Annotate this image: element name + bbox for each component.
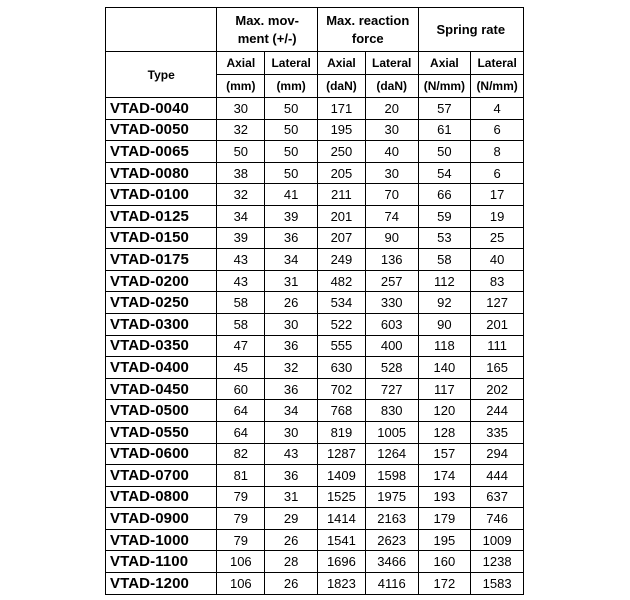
reaction-lateral-cell: 40: [365, 141, 418, 163]
unit-movement-axial: (mm): [217, 75, 265, 98]
reaction-axial-cell: 1409: [317, 465, 365, 487]
spring-axial-cell: 172: [418, 573, 471, 595]
movement-axial-cell: 30: [217, 98, 265, 120]
reaction-axial-cell: 555: [317, 335, 365, 357]
spring-lateral-cell: 202: [471, 378, 524, 400]
reaction-axial-cell: 482: [317, 270, 365, 292]
table-row: [106, 465, 524, 487]
spring-axial-cell: 50: [418, 141, 471, 163]
table-row: [106, 227, 524, 249]
movement-lateral-cell: 50: [265, 119, 318, 141]
unit-reaction-axial: (daN): [317, 75, 365, 98]
reaction-axial-cell: 1541: [317, 529, 365, 551]
table-body: [106, 98, 524, 595]
movement-axial-cell: 58: [217, 292, 265, 314]
spring-axial-cell: 118: [418, 335, 471, 357]
type-cell: VTAD-0900: [106, 508, 217, 530]
movement-lateral-cell: 30: [265, 421, 318, 443]
reaction-lateral-cell: 528: [365, 357, 418, 379]
spring-axial-cell: 128: [418, 421, 471, 443]
spring-lateral-cell: 6: [471, 119, 524, 141]
spring-lateral-cell: 25: [471, 227, 524, 249]
spring-axial-cell: 57: [418, 98, 471, 120]
movement-axial-cell: 43: [217, 270, 265, 292]
movement-axial-cell: 39: [217, 227, 265, 249]
reaction-lateral-cell: 1975: [365, 486, 418, 508]
type-cell: VTAD-0125: [106, 205, 217, 227]
spec-table: [105, 7, 524, 595]
type-cell: VTAD-0700: [106, 465, 217, 487]
subheader-reaction-lateral: Lateral: [365, 52, 418, 75]
reaction-axial-cell: 630: [317, 357, 365, 379]
table-row: [106, 313, 524, 335]
movement-lateral-cell: 34: [265, 249, 318, 271]
reaction-lateral-cell: 30: [365, 119, 418, 141]
movement-lateral-cell: 36: [265, 335, 318, 357]
movement-axial-cell: 58: [217, 313, 265, 335]
table-row: [106, 486, 524, 508]
spring-lateral-cell: 111: [471, 335, 524, 357]
reaction-axial-cell: 195: [317, 119, 365, 141]
spring-lateral-cell: 4: [471, 98, 524, 120]
type-cell: VTAD-1000: [106, 529, 217, 551]
subheader-reaction-axial: Axial: [317, 52, 365, 75]
table-row: [106, 270, 524, 292]
spring-lateral-cell: 746: [471, 508, 524, 530]
table-row: [106, 184, 524, 206]
reaction-axial-cell: 211: [317, 184, 365, 206]
movement-lateral-cell: 36: [265, 227, 318, 249]
spring-lateral-cell: 165: [471, 357, 524, 379]
type-cell: VTAD-0300: [106, 313, 217, 335]
reaction-axial-cell: 201: [317, 205, 365, 227]
movement-axial-cell: 32: [217, 119, 265, 141]
type-cell: VTAD-0080: [106, 162, 217, 184]
spring-axial-cell: 140: [418, 357, 471, 379]
reaction-lateral-cell: 2623: [365, 529, 418, 551]
spring-lateral-cell: 40: [471, 249, 524, 271]
movement-lateral-cell: 50: [265, 141, 318, 163]
reaction-axial-cell: 522: [317, 313, 365, 335]
reaction-lateral-cell: 20: [365, 98, 418, 120]
table-row: [106, 378, 524, 400]
spring-lateral-cell: 637: [471, 486, 524, 508]
reaction-lateral-cell: 90: [365, 227, 418, 249]
spring-axial-cell: 195: [418, 529, 471, 551]
table-row: [106, 400, 524, 422]
movement-axial-cell: 79: [217, 508, 265, 530]
table-row: [106, 551, 524, 573]
reaction-axial-cell: 768: [317, 400, 365, 422]
reaction-axial-cell: 207: [317, 227, 365, 249]
movement-axial-cell: 79: [217, 529, 265, 551]
spring-axial-cell: 66: [418, 184, 471, 206]
type-cell: VTAD-0500: [106, 400, 217, 422]
type-cell: VTAD-0250: [106, 292, 217, 314]
reaction-lateral-cell: 1264: [365, 443, 418, 465]
corner-cell: [106, 8, 217, 52]
movement-lateral-cell: 36: [265, 378, 318, 400]
movement-axial-cell: 38: [217, 162, 265, 184]
type-cell: VTAD-0065: [106, 141, 217, 163]
type-cell: VTAD-0040: [106, 98, 217, 120]
spring-axial-cell: 90: [418, 313, 471, 335]
movement-lateral-cell: 32: [265, 357, 318, 379]
table-row: [106, 292, 524, 314]
reaction-lateral-cell: 1598: [365, 465, 418, 487]
group-header-movement-line1: Max. mov-: [235, 12, 299, 28]
reaction-lateral-cell: 603: [365, 313, 418, 335]
type-cell: VTAD-0600: [106, 443, 217, 465]
spring-axial-cell: 54: [418, 162, 471, 184]
reaction-axial-cell: 205: [317, 162, 365, 184]
reaction-axial-cell: 1287: [317, 443, 365, 465]
group-header-spring-line1: Spring rate: [436, 21, 506, 37]
spring-axial-cell: 53: [418, 227, 471, 249]
movement-axial-cell: 50: [217, 141, 265, 163]
reaction-axial-cell: 171: [317, 98, 365, 120]
reaction-axial-cell: 250: [317, 141, 365, 163]
table-row: [106, 249, 524, 271]
spring-axial-cell: 120: [418, 400, 471, 422]
spring-axial-cell: 157: [418, 443, 471, 465]
reaction-lateral-cell: 3466: [365, 551, 418, 573]
movement-lateral-cell: 31: [265, 270, 318, 292]
spring-lateral-cell: 127: [471, 292, 524, 314]
type-cell: VTAD-0175: [106, 249, 217, 271]
movement-lateral-cell: 50: [265, 98, 318, 120]
reaction-lateral-cell: 4116: [365, 573, 418, 595]
type-cell: VTAD-0550: [106, 421, 217, 443]
reaction-lateral-cell: 2163: [365, 508, 418, 530]
group-header-movement-line2: ment (+/-): [237, 30, 297, 46]
spring-axial-cell: 92: [418, 292, 471, 314]
spring-lateral-cell: 6: [471, 162, 524, 184]
type-cell: VTAD-0350: [106, 335, 217, 357]
table-row: [106, 421, 524, 443]
spring-axial-cell: 174: [418, 465, 471, 487]
movement-axial-cell: 34: [217, 205, 265, 227]
reaction-axial-cell: 249: [317, 249, 365, 271]
spring-axial-cell: 61: [418, 119, 471, 141]
movement-lateral-cell: 26: [265, 573, 318, 595]
reaction-lateral-cell: 136: [365, 249, 418, 271]
movement-axial-cell: 64: [217, 400, 265, 422]
spring-axial-cell: 193: [418, 486, 471, 508]
type-cell: VTAD-0450: [106, 378, 217, 400]
table-row: [106, 119, 524, 141]
reaction-axial-cell: 819: [317, 421, 365, 443]
subheader-movement-lateral: Lateral: [265, 52, 318, 75]
group-header-movement: [217, 8, 318, 52]
movement-lateral-cell: 28: [265, 551, 318, 573]
unit-reaction-lateral: (daN): [365, 75, 418, 98]
movement-lateral-cell: 26: [265, 529, 318, 551]
reaction-lateral-cell: 330: [365, 292, 418, 314]
subheader-spring-lateral: Lateral: [471, 52, 524, 75]
movement-lateral-cell: 26: [265, 292, 318, 314]
movement-axial-cell: 45: [217, 357, 265, 379]
unit-spring-lateral: (N/mm): [471, 75, 524, 98]
subheader-spring-axial: Axial: [418, 52, 471, 75]
movement-axial-cell: 81: [217, 465, 265, 487]
type-cell: VTAD-1100: [106, 551, 217, 573]
spring-lateral-cell: 1238: [471, 551, 524, 573]
table-row: [106, 141, 524, 163]
movement-axial-cell: 60: [217, 378, 265, 400]
reaction-axial-cell: 702: [317, 378, 365, 400]
type-cell: VTAD-0800: [106, 486, 217, 508]
reaction-lateral-cell: 70: [365, 184, 418, 206]
spring-lateral-cell: 244: [471, 400, 524, 422]
group-header-spring-rate: [418, 8, 523, 52]
table-row: [106, 205, 524, 227]
movement-axial-cell: 106: [217, 551, 265, 573]
unit-spring-axial: (N/mm): [418, 75, 471, 98]
spring-lateral-cell: 19: [471, 205, 524, 227]
movement-axial-cell: 32: [217, 184, 265, 206]
reaction-lateral-cell: 74: [365, 205, 418, 227]
movement-axial-cell: 47: [217, 335, 265, 357]
spring-lateral-cell: 444: [471, 465, 524, 487]
type-cell: VTAD-0050: [106, 119, 217, 141]
table-header: [106, 8, 524, 98]
table-row: [106, 529, 524, 551]
spring-lateral-cell: 1583: [471, 573, 524, 595]
group-header-reaction-force: [317, 8, 418, 52]
spring-axial-cell: 112: [418, 270, 471, 292]
spring-axial-cell: 160: [418, 551, 471, 573]
movement-axial-cell: 43: [217, 249, 265, 271]
reaction-lateral-cell: 257: [365, 270, 418, 292]
reaction-axial-cell: 1823: [317, 573, 365, 595]
spring-axial-cell: 179: [418, 508, 471, 530]
table-row: [106, 573, 524, 595]
reaction-axial-cell: 1525: [317, 486, 365, 508]
spring-lateral-cell: 17: [471, 184, 524, 206]
spring-axial-cell: 59: [418, 205, 471, 227]
table-row: [106, 162, 524, 184]
spring-axial-cell: 117: [418, 378, 471, 400]
movement-axial-cell: 79: [217, 486, 265, 508]
movement-lateral-cell: 31: [265, 486, 318, 508]
subheader-movement-axial: Axial: [217, 52, 265, 75]
table-row: [106, 335, 524, 357]
table-row: [106, 357, 524, 379]
unit-movement-lateral: (mm): [265, 75, 318, 98]
type-cell: VTAD-0150: [106, 227, 217, 249]
spring-lateral-cell: 294: [471, 443, 524, 465]
type-column-header: Type: [106, 52, 217, 98]
reaction-axial-cell: 1414: [317, 508, 365, 530]
movement-axial-cell: 64: [217, 421, 265, 443]
reaction-axial-cell: 1696: [317, 551, 365, 573]
spring-lateral-cell: 335: [471, 421, 524, 443]
movement-axial-cell: 106: [217, 573, 265, 595]
reaction-lateral-cell: 830: [365, 400, 418, 422]
group-header-reaction-line1: Max. reaction: [326, 12, 410, 28]
movement-lateral-cell: 43: [265, 443, 318, 465]
reaction-axial-cell: 534: [317, 292, 365, 314]
table-row: [106, 508, 524, 530]
reaction-lateral-cell: 30: [365, 162, 418, 184]
reaction-lateral-cell: 727: [365, 378, 418, 400]
group-header-reaction-line2: force: [351, 30, 384, 46]
spring-lateral-cell: 83: [471, 270, 524, 292]
table-row: [106, 443, 524, 465]
spring-lateral-cell: 1009: [471, 529, 524, 551]
spring-lateral-cell: 8: [471, 141, 524, 163]
type-cell: VTAD-0200: [106, 270, 217, 292]
table-row: [106, 98, 524, 120]
type-cell: VTAD-0400: [106, 357, 217, 379]
type-cell: VTAD-0100: [106, 184, 217, 206]
type-cell: VTAD-1200: [106, 573, 217, 595]
movement-lateral-cell: 29: [265, 508, 318, 530]
spring-axial-cell: 58: [418, 249, 471, 271]
movement-lateral-cell: 50: [265, 162, 318, 184]
movement-lateral-cell: 39: [265, 205, 318, 227]
reaction-lateral-cell: 1005: [365, 421, 418, 443]
reaction-lateral-cell: 400: [365, 335, 418, 357]
movement-lateral-cell: 36: [265, 465, 318, 487]
movement-lateral-cell: 34: [265, 400, 318, 422]
spring-lateral-cell: 201: [471, 313, 524, 335]
movement-lateral-cell: 30: [265, 313, 318, 335]
movement-lateral-cell: 41: [265, 184, 318, 206]
movement-axial-cell: 82: [217, 443, 265, 465]
